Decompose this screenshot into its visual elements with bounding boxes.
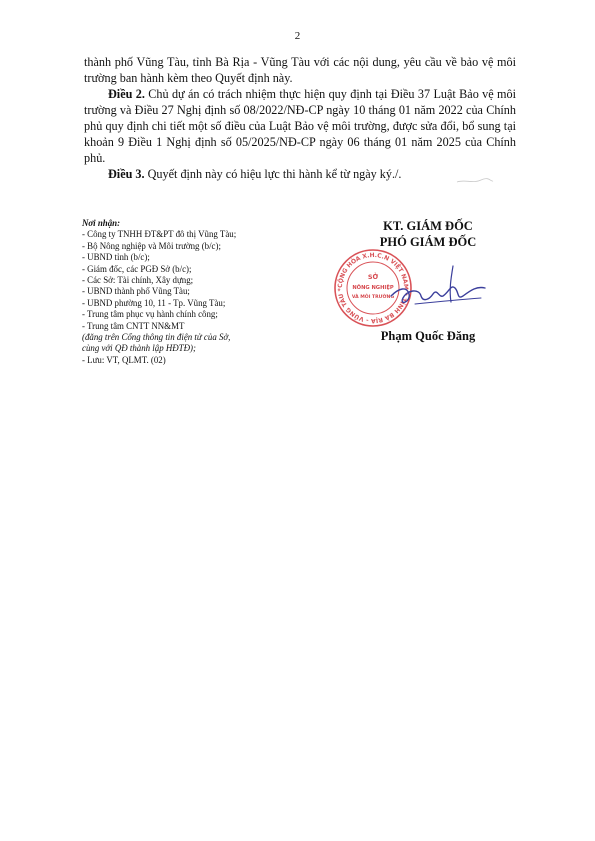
article-3-text: Quyết định này có hiệu lực thi hành kể từ ngày ký./.	[144, 167, 402, 181]
recipient-item: - Công ty TNHH ĐT&PT đô thị Vũng Tàu;	[82, 229, 237, 240]
recipients-heading: Nơi nhận:	[82, 218, 121, 228]
recipient-item: - Trung tâm CNTT NN&MT	[82, 320, 185, 331]
page-number: 2	[294, 30, 301, 42]
signature-title: KT. GIÁM ĐỐC	[383, 219, 473, 233]
svg-text:NÔNG NGHIỆP: NÔNG NGHIỆP	[352, 285, 394, 291]
recipient-item: - UBND phường 10, 11 - Tp. Vũng Tàu;	[82, 297, 226, 308]
recipient-item: - Lưu: VT, QLMT. (02)	[82, 354, 166, 365]
svg-text:CỘNG HÒA X.H.C.N VIỆT NAM * TỈ: CỘNG HÒA X.H.C.N VIỆT NAM * TỈNH BÀ RỊA - VŨNG TÀU *	[336, 251, 410, 325]
recipients-list	[82, 218, 342, 366]
recipient-item: - Các Sở: Tài chính, Xây dựng;	[82, 275, 194, 286]
svg-text:VÀ MÔI TRƯỜNG: VÀ MÔI TRƯỜNG	[351, 295, 395, 300]
article-2-text: Chủ dự án có trách nhiệm thực hiện quy định tại Điều 37 Luật Bảo vệ môi trường và Điều 27 Nghị định số 08/2022/NĐ-CP ngày 10 tháng 01 năm 2022 của Chính phủ quy định chi tiết một số điều của Luật Bảo vệ môi trường, được sửa đổi, bổ sung tại khoản 9 Điều 1 Nghị định số 05/2025/NĐ-CP ngày 06 tháng 01 năm 2025 của Chính phủ.	[84, 87, 516, 165]
article-3	[84, 166, 516, 182]
handwritten-signature-icon	[385, 258, 495, 318]
signature-subtitle: PHÓ GIÁM ĐỐC	[379, 235, 477, 249]
recipient-item: - Giám đốc, các PGĐ Sở (b/c);	[82, 263, 192, 274]
recipient-note: (đăng trên Cổng thông tin điện tử của Sở,	[82, 332, 231, 343]
recipient-item: - Trung tâm phục vụ hành chính công;	[82, 309, 218, 320]
recipient-item: - UBND tỉnh (b/c);	[82, 252, 150, 263]
recipient-note: cùng với QĐ thành lập HĐTĐ);	[82, 343, 196, 354]
recipient-item: - Bộ Nông nghiệp và Môi trường (b/c);	[82, 240, 221, 251]
article-2	[84, 86, 516, 166]
article-2-label: Điều 2.	[108, 87, 145, 101]
article-3-label: Điều 3.	[108, 167, 145, 181]
recipient-item: - UBND thành phố Vũng Tàu;	[82, 286, 190, 297]
signer-name: Phạm Quốc Đăng	[380, 329, 476, 343]
faint-pen-mark	[455, 176, 495, 186]
document-body	[84, 54, 516, 182]
svg-text:SỞ: SỞ	[367, 273, 379, 281]
paragraph-continuation: thành phố Vũng Tàu, tỉnh Bà Rịa - Vũng Tàu với các nội dung, yêu cầu về bảo vệ môi trường ban hành kèm theo Quyết định này.	[84, 55, 516, 85]
